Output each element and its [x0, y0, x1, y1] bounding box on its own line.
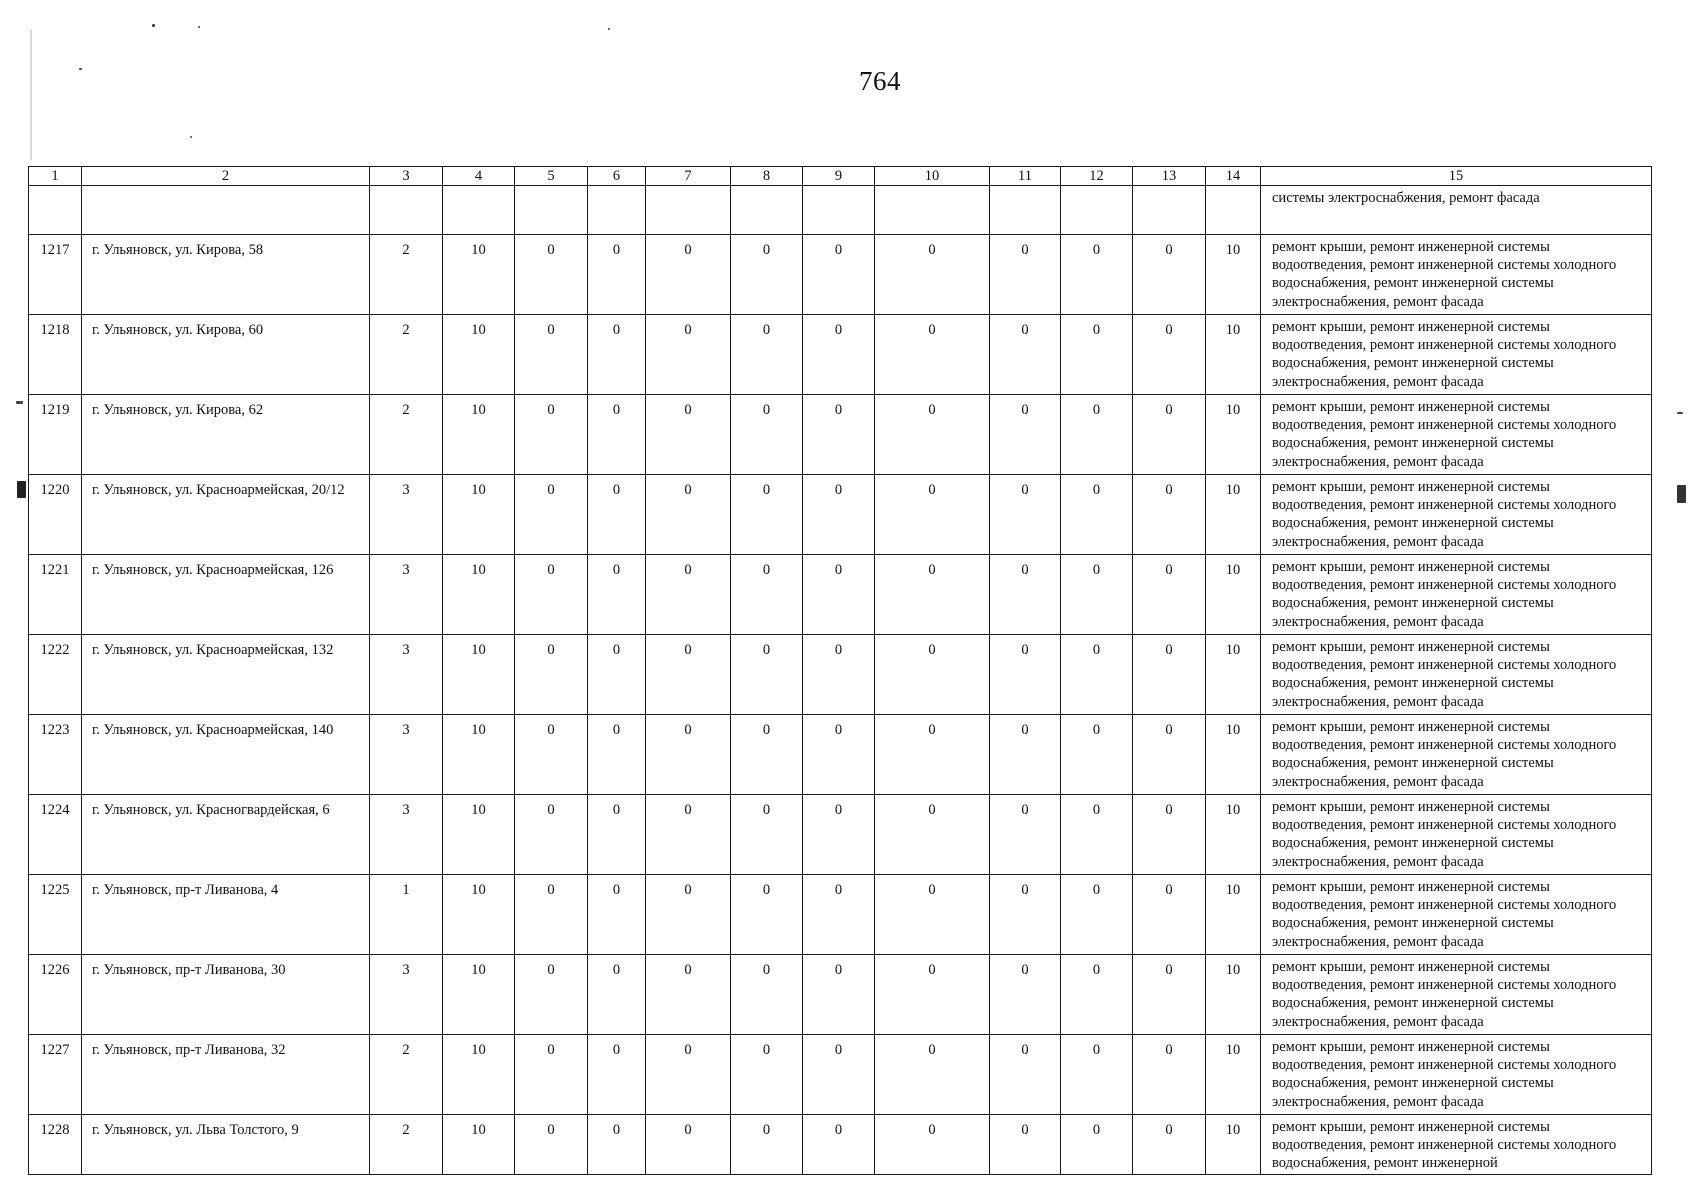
address-cell: г. Ульяновск, пр-т Ливанова, 4 — [82, 875, 370, 955]
col7-cell: 0 — [646, 555, 731, 635]
col3-cell: 2 — [370, 1035, 443, 1115]
col7-cell: 0 — [646, 715, 731, 795]
col-header: 8 — [731, 167, 803, 186]
col10-cell: 0 — [875, 635, 990, 715]
col14-cell: 10 — [1206, 635, 1261, 715]
col8-cell: 0 — [731, 635, 803, 715]
col6-cell: 0 — [588, 795, 646, 875]
col11-cell: 0 — [990, 635, 1061, 715]
col3-cell: 2 — [370, 1115, 443, 1175]
table-row — [29, 1115, 1652, 1175]
col7-cell: 0 — [646, 475, 731, 555]
col12-cell: 0 — [1061, 715, 1133, 795]
col12-cell: 0 — [1061, 795, 1133, 875]
col7-cell: 0 — [646, 795, 731, 875]
col8-cell: 0 — [731, 795, 803, 875]
col7-cell: 0 — [646, 315, 731, 395]
col13-cell: 0 — [1133, 1035, 1206, 1115]
table-row — [29, 875, 1652, 955]
table-row — [29, 235, 1652, 315]
col4-cell: 10 — [443, 1035, 515, 1115]
col7-cell: 0 — [646, 635, 731, 715]
col5-cell: 0 — [515, 475, 588, 555]
col4-cell: 10 — [443, 795, 515, 875]
col4-cell: 10 — [443, 955, 515, 1035]
table-row — [29, 395, 1652, 475]
table-row — [29, 555, 1652, 635]
col8-cell: 0 — [731, 395, 803, 475]
col5-cell: 0 — [515, 235, 588, 315]
scan-speck — [1677, 412, 1683, 414]
col8-cell: 0 — [731, 875, 803, 955]
col11-cell: 0 — [990, 875, 1061, 955]
table-row — [29, 315, 1652, 395]
row-number-cell: 1222 — [29, 635, 82, 715]
col5-cell: 0 — [515, 715, 588, 795]
col14-cell: 10 — [1206, 1115, 1261, 1175]
row-number-cell: 1225 — [29, 875, 82, 955]
col11-cell: 0 — [990, 715, 1061, 795]
col8-cell: 0 — [731, 555, 803, 635]
address-cell: г. Ульяновск, пр-т Ливанова, 32 — [82, 1035, 370, 1115]
scan-speck — [198, 26, 200, 28]
col9-cell: 0 — [803, 395, 875, 475]
table-row — [29, 475, 1652, 555]
col5-cell: 0 — [515, 875, 588, 955]
col5-cell: 0 — [515, 555, 588, 635]
works-cell: ремонт крыши, ремонт инженерной системы водоотведения, ремонт инженерной системы холодного водоснабжения, ремонт инженерной системы электроснабжения, ремонт фасада — [1261, 315, 1652, 395]
col9-cell: 0 — [803, 635, 875, 715]
works-cell: ремонт крыши, ремонт инженерной системы водоотведения, ремонт инженерной системы холодного водоснабжения, ремонт инженерной системы электроснабжения, ремонт фасада — [1261, 795, 1652, 875]
col13-cell: 0 — [1133, 955, 1206, 1035]
col9-cell: 0 — [803, 1035, 875, 1115]
col3-cell: 3 — [370, 795, 443, 875]
col8-cell: 0 — [731, 955, 803, 1035]
col-header: 2 — [82, 167, 370, 186]
works-cell: ремонт крыши, ремонт инженерной системы водоотведения, ремонт инженерной системы холодного водоснабжения, ремонт инженерной системы электроснабжения, ремонт фасада — [1261, 635, 1652, 715]
col6-cell: 0 — [588, 555, 646, 635]
col3-cell: 3 — [370, 635, 443, 715]
col13-cell: 0 — [1133, 1115, 1206, 1175]
col12-cell: 0 — [1061, 395, 1133, 475]
col13-cell: 0 — [1133, 635, 1206, 715]
col9-cell: 0 — [803, 555, 875, 635]
works-cell: ремонт крыши, ремонт инженерной системы водоотведения, ремонт инженерной системы холодного водоснабжения, ремонт инженерной системы электроснабжения, ремонт фасада — [1261, 475, 1652, 555]
col9-cell: 0 — [803, 795, 875, 875]
col5-cell: 0 — [515, 955, 588, 1035]
col-header: 15 — [1261, 167, 1652, 186]
col13-cell: 0 — [1133, 315, 1206, 395]
col11-cell: 0 — [990, 1035, 1061, 1115]
col10-cell: 0 — [875, 715, 990, 795]
row-number-cell: 1223 — [29, 715, 82, 795]
col7-cell: 0 — [646, 875, 731, 955]
col6-cell: 0 — [588, 1035, 646, 1115]
col14-cell: 10 — [1206, 1035, 1261, 1115]
col10-cell: 0 — [875, 395, 990, 475]
address-cell: г. Ульяновск, ул. Кирова, 58 — [82, 235, 370, 315]
col13-cell: 0 — [1133, 795, 1206, 875]
col5-cell: 0 — [515, 1115, 588, 1175]
col13-cell: 0 — [1133, 715, 1206, 795]
col-header: 6 — [588, 167, 646, 186]
works-cell: ремонт крыши, ремонт инженерной системы водоотведения, ремонт инженерной системы холодного водоснабжения, ремонт инженерной системы электроснабжения, ремонт фасада — [1261, 395, 1652, 475]
col9-cell: 0 — [803, 715, 875, 795]
col6-cell: 0 — [588, 235, 646, 315]
works-cell: ремонт крыши, ремонт инженерной системы водоотведения, ремонт инженерной системы холодного водоснабжения, ремонт инженерной — [1261, 1115, 1652, 1175]
col4-cell: 10 — [443, 875, 515, 955]
address-cell: г. Ульяновск, ул. Льва Толстого, 9 — [82, 1115, 370, 1175]
col5-cell: 0 — [515, 1035, 588, 1115]
col4-cell: 10 — [443, 315, 515, 395]
col13-cell: 0 — [1133, 235, 1206, 315]
col6-cell: 0 — [588, 395, 646, 475]
col-header: 4 — [443, 167, 515, 186]
col5-cell: 0 — [515, 315, 588, 395]
col10-cell: 0 — [875, 1115, 990, 1175]
row-number-cell: 1228 — [29, 1115, 82, 1175]
col4-cell: 10 — [443, 1115, 515, 1175]
col6-cell: 0 — [588, 475, 646, 555]
col11-cell: 0 — [990, 955, 1061, 1035]
col8-cell: 0 — [731, 1115, 803, 1175]
col14-cell: 10 — [1206, 475, 1261, 555]
col3-cell: 3 — [370, 715, 443, 795]
col4-cell: 10 — [443, 555, 515, 635]
scan-speck — [608, 28, 610, 30]
col8-cell: 0 — [731, 715, 803, 795]
col10-cell: 0 — [875, 475, 990, 555]
row-number-cell: 1226 — [29, 955, 82, 1035]
col3-cell: 2 — [370, 395, 443, 475]
col11-cell: 0 — [990, 555, 1061, 635]
scan-speck — [152, 24, 155, 27]
col12-cell: 0 — [1061, 235, 1133, 315]
col12-cell: 0 — [1061, 635, 1133, 715]
col12-cell: 0 — [1061, 875, 1133, 955]
col10-cell: 0 — [875, 555, 990, 635]
scan-speck — [190, 136, 192, 138]
col12-cell: 0 — [1061, 1035, 1133, 1115]
works-cell: ремонт крыши, ремонт инженерной системы водоотведения, ремонт инженерной системы холодного водоснабжения, ремонт инженерной системы электроснабжения, ремонт фасада — [1261, 875, 1652, 955]
col12-cell: 0 — [1061, 475, 1133, 555]
col9-cell: 0 — [803, 1115, 875, 1175]
col8-cell: 0 — [731, 475, 803, 555]
col9-cell: 0 — [803, 955, 875, 1035]
col11-cell: 0 — [990, 235, 1061, 315]
col-header: 13 — [1133, 167, 1206, 186]
col10-cell: 0 — [875, 235, 990, 315]
col10-cell: 0 — [875, 875, 990, 955]
repair-program-table — [28, 166, 1652, 1175]
row-number-cell: 1218 — [29, 315, 82, 395]
col13-cell: 0 — [1133, 555, 1206, 635]
col9-cell: 0 — [803, 475, 875, 555]
row-number-cell: 1217 — [29, 235, 82, 315]
col-header: 12 — [1061, 167, 1133, 186]
col7-cell: 0 — [646, 395, 731, 475]
col-header: 14 — [1206, 167, 1261, 186]
col11-cell: 0 — [990, 315, 1061, 395]
col14-cell: 10 — [1206, 555, 1261, 635]
address-cell: г. Ульяновск, пр-т Ливанова, 30 — [82, 955, 370, 1035]
col4-cell: 10 — [443, 475, 515, 555]
address-cell: г. Ульяновск, ул. Красноармейская, 126 — [82, 555, 370, 635]
col10-cell: 0 — [875, 955, 990, 1035]
col14-cell: 10 — [1206, 395, 1261, 475]
col5-cell: 0 — [515, 395, 588, 475]
col8-cell: 0 — [731, 1035, 803, 1115]
col11-cell: 0 — [990, 395, 1061, 475]
address-cell: г. Ульяновск, ул. Красноармейская, 140 — [82, 715, 370, 795]
col8-cell: 0 — [731, 235, 803, 315]
works-cell: ремонт крыши, ремонт инженерной системы водоотведения, ремонт инженерной системы холодного водоснабжения, ремонт инженерной системы электроснабжения, ремонт фасада — [1261, 555, 1652, 635]
table-row — [29, 1035, 1652, 1115]
col13-cell: 0 — [1133, 395, 1206, 475]
address-cell: г. Ульяновск, ул. Кирова, 60 — [82, 315, 370, 395]
col3-cell: 3 — [370, 555, 443, 635]
col7-cell: 0 — [646, 1115, 731, 1175]
col3-cell: 3 — [370, 955, 443, 1035]
scan-speck — [16, 401, 23, 404]
col14-cell: 10 — [1206, 795, 1261, 875]
col4-cell: 10 — [443, 395, 515, 475]
row-number-cell: 1219 — [29, 395, 82, 475]
page-number: 764 — [859, 66, 901, 96]
col9-cell: 0 — [803, 315, 875, 395]
address-cell: г. Ульяновск, ул. Красноармейская, 20/12 — [82, 475, 370, 555]
col11-cell: 0 — [990, 475, 1061, 555]
col10-cell: 0 — [875, 315, 990, 395]
col14-cell: 10 — [1206, 315, 1261, 395]
col3-cell: 3 — [370, 475, 443, 555]
col-header: 9 — [803, 167, 875, 186]
col12-cell: 0 — [1061, 315, 1133, 395]
col4-cell: 10 — [443, 235, 515, 315]
col5-cell: 0 — [515, 795, 588, 875]
works-cell: ремонт крыши, ремонт инженерной системы водоотведения, ремонт инженерной системы холодного водоснабжения, ремонт инженерной системы электроснабжения, ремонт фасада — [1261, 1035, 1652, 1115]
table-body — [29, 186, 1652, 1175]
col6-cell: 0 — [588, 1115, 646, 1175]
table-row — [29, 955, 1652, 1035]
col-header: 7 — [646, 167, 731, 186]
continuation-row — [29, 186, 1652, 235]
works-cell: ремонт крыши, ремонт инженерной системы водоотведения, ремонт инженерной системы холодного водоснабжения, ремонт инженерной системы электроснабжения, ремонт фасада — [1261, 235, 1652, 315]
table-row — [29, 715, 1652, 795]
scan-speck — [79, 68, 82, 70]
col3-cell: 2 — [370, 235, 443, 315]
col14-cell: 10 — [1206, 955, 1261, 1035]
row-number-cell: 1224 — [29, 795, 82, 875]
works-cell: системы электроснабжения, ремонт фасада — [1261, 186, 1652, 235]
table-row — [29, 635, 1652, 715]
col12-cell: 0 — [1061, 555, 1133, 635]
col6-cell: 0 — [588, 315, 646, 395]
col5-cell: 0 — [515, 635, 588, 715]
col11-cell: 0 — [990, 1115, 1061, 1175]
col6-cell: 0 — [588, 875, 646, 955]
address-cell: г. Ульяновск, ул. Красноармейская, 132 — [82, 635, 370, 715]
header-row — [29, 167, 1652, 186]
col6-cell: 0 — [588, 955, 646, 1035]
col10-cell: 0 — [875, 795, 990, 875]
col9-cell: 0 — [803, 875, 875, 955]
col12-cell: 0 — [1061, 1115, 1133, 1175]
col7-cell: 0 — [646, 235, 731, 315]
address-cell: г. Ульяновск, ул. Кирова, 62 — [82, 395, 370, 475]
col11-cell: 0 — [990, 795, 1061, 875]
col6-cell: 0 — [588, 715, 646, 795]
col6-cell: 0 — [588, 635, 646, 715]
col-header: 3 — [370, 167, 443, 186]
col14-cell: 10 — [1206, 875, 1261, 955]
col13-cell: 0 — [1133, 875, 1206, 955]
works-cell: ремонт крыши, ремонт инженерной системы водоотведения, ремонт инженерной системы холодного водоснабжения, ремонт инженерной системы электроснабжения, ремонт фасада — [1261, 955, 1652, 1035]
scan-speck — [17, 481, 26, 498]
col12-cell: 0 — [1061, 955, 1133, 1035]
col14-cell: 10 — [1206, 235, 1261, 315]
col14-cell: 10 — [1206, 715, 1261, 795]
col9-cell: 0 — [803, 235, 875, 315]
table-row — [29, 795, 1652, 875]
col-header: 1 — [29, 167, 82, 186]
scan-speck — [1677, 485, 1686, 503]
col4-cell: 10 — [443, 715, 515, 795]
col4-cell: 10 — [443, 635, 515, 715]
col-header: 5 — [515, 167, 588, 186]
col3-cell: 2 — [370, 315, 443, 395]
col7-cell: 0 — [646, 1035, 731, 1115]
col10-cell: 0 — [875, 1035, 990, 1115]
col7-cell: 0 — [646, 955, 731, 1035]
works-cell: ремонт крыши, ремонт инженерной системы водоотведения, ремонт инженерной системы холодного водоснабжения, ремонт инженерной системы электроснабжения, ремонт фасада — [1261, 715, 1652, 795]
col-header: 11 — [990, 167, 1061, 186]
row-number-cell: 1227 — [29, 1035, 82, 1115]
col13-cell: 0 — [1133, 475, 1206, 555]
col-header: 10 — [875, 167, 990, 186]
row-number-cell: 1220 — [29, 475, 82, 555]
address-cell: г. Ульяновск, ул. Красногвардейская, 6 — [82, 795, 370, 875]
col8-cell: 0 — [731, 315, 803, 395]
row-number-cell: 1221 — [29, 555, 82, 635]
col3-cell: 1 — [370, 875, 443, 955]
